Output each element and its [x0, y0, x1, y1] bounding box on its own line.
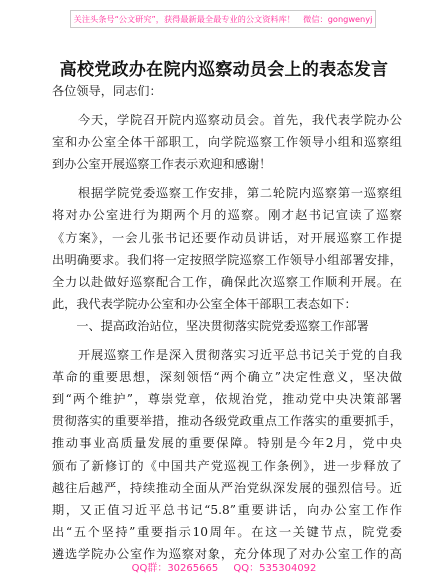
top-promo-text: 关注头条号“公文研究”，获得最新最全最专业的公文资料库！ 微信：gongwenyj — [73, 14, 373, 24]
paragraph-gap — [52, 102, 402, 109]
document-line: 颁布了新修订的《中国共产党巡视工作条例》，进一步释放了 — [52, 458, 402, 473]
document-line: 《方案》，一会儿张书记还要作动员讲话，对开展巡察工作提 — [52, 230, 402, 245]
document-line: 革命的重要思想，深刻领悟“两个确立”决定性意义，坚决做 — [52, 370, 402, 385]
document-line: 遴选学院办公室作为巡察对象，充分体现了对办公室工作的高 — [52, 546, 402, 561]
paragraph-gap — [52, 337, 402, 344]
document-line: 全力以赴做好巡察配合工作，确保此次巡察工作顺利开展。在 — [52, 274, 402, 289]
document-line: 出明确要求。我们将一定按照学院巡察工作领导小组部署安排， — [52, 252, 402, 267]
document-line: 根据学院党委巡察工作安排，第二轮院内巡察第一巡察组 — [52, 186, 402, 201]
document-line: 开展巡察工作是深入贯彻落实习近平总书记关于党的自我 — [52, 348, 402, 363]
document-line: 推动事业高质量发展的重要保障。特别是今年2月，党中央 — [52, 436, 402, 451]
document-line: 越往后越严，持续推动全面从严治党纵深发展的强烈信号。近 — [52, 480, 402, 495]
qq-number-text: QQ：535304092 — [233, 563, 317, 574]
document-line: 出“五个坚持”重要指示10周年。在这一关键节点，院党委 — [52, 524, 402, 539]
document-line: 一、提高政治站位，坚决贯彻落实院党委巡察工作部署 — [52, 318, 369, 333]
top-promo-banner — [70, 10, 376, 28]
document-line: 到办公室开展巡察工作表示欢迎和感谢！ — [52, 157, 272, 172]
document-line: 期，又正值习近平总书记“5.8”重要讲话，向办公室工作作 — [52, 502, 402, 517]
document-title: 高校党政办在院内巡察动员会上的表态发言 — [59, 60, 389, 80]
qq-group-text: QQ群：30265665 — [131, 563, 219, 574]
document-line: 室和办公室全体干部职工，向学院巡察工作领导小组和巡察组 — [52, 135, 402, 150]
document-line: 各位领导，同志们： — [52, 84, 162, 98]
paragraph-gap — [52, 175, 402, 182]
document-body — [52, 80, 402, 565]
document-line: 贯彻落实的重要举措，推动各级党政重点工作落实的重要抓手， — [52, 414, 402, 429]
document-line: 将对办公室进行为期两个月的巡察。刚才赵书记宣读了巡察 — [52, 208, 402, 223]
document-line: 今天，学院召开院内巡察动员会。首先，我代表学院办公 — [52, 113, 402, 128]
document-line: 此，我代表学院办公室和办公室全体干部职工表态如下： — [52, 296, 357, 311]
document-line: 到“两个维护”，尊崇党章，依规治党，推动党中央决策部署 — [52, 392, 402, 407]
bottom-contact-banner — [0, 559, 448, 574]
